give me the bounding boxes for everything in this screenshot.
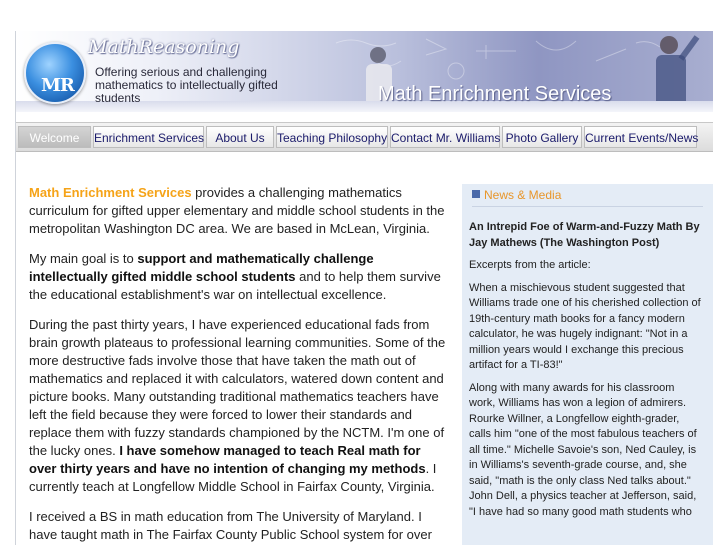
nav-teaching-philosophy[interactable]: Teaching Philosophy [276, 126, 388, 148]
excerpt-1: When a mischievous student suggested that Williams trade one of his cherished collection of 19th-century math books for a fancy modern calculator, he was hugely indignant: "Not in a million years would I exchange this precious artifact for a TI-83!" [469, 281, 701, 371]
nav-enrichment-services[interactable]: Enrichment Services [93, 126, 204, 148]
tagline: Offering serious and challenging mathematics to intellectually gifted students [95, 65, 278, 105]
main-nav [16, 122, 713, 152]
sidebar-body [469, 220, 701, 527]
excerpt-label: Excerpts from the article: [469, 259, 591, 271]
logo-icon[interactable] [24, 42, 86, 104]
excerpt-2: Along with many awards for his classroom work, Williams has won a legion of admirers. Rourke Willner, a Longfellow eighth-grader, calls him "one of the most fabulous teachers of all time." Michelle Savoie's son, Ned Cauley, is in Williams's seventh-grade course, and, she said, "math is the only class Ned talks about." John Dell, a physics teacher at Jefferson, said, "I have had so many good math students who [469, 381, 697, 518]
nav-welcome[interactable]: Welcome [18, 126, 91, 148]
site-header [16, 31, 713, 112]
nav-about-us[interactable]: About Us [206, 126, 274, 148]
article-title[interactable]: An Intrepid Foe of Warm-and-Fuzzy Math By Jay Mathews (The Washington Post) [469, 221, 700, 249]
goal-text-b: and to help them survive the educational establishment's war on intellectual excellence. [29, 269, 441, 302]
experience-text-a: During the past thirty years, I have experienced educational fads from brain growth plateaus to professional learning communities. Some of the more destructive fads involve those that have taken the math out of mathematics and replaced it with calculators, watered down content and picture books. Many outstanding traditional mathematics teachers have left the field because they were forced to lower their standards and replace them with fuzzy standards championed by the NCTM. I'm one of the lucky ones. [29, 317, 446, 458]
experience-bold: I have somehow managed to teach Real math for over thirty years and have no intention of changing my methods [29, 443, 426, 476]
news-sidebar [462, 184, 713, 545]
intro-highlight: Math Enrichment Services [29, 185, 192, 200]
main-content [29, 184, 449, 545]
goal-bold: support and mathematically challenge intellectually gifted middle school students [29, 251, 374, 284]
sidebar-divider [472, 206, 703, 207]
logo-text: MR [41, 75, 74, 96]
site-title: Math Enrichment Services [378, 83, 612, 105]
experience-text-b: . I currently teach at Longfellow Middle School in Fairfax County, Virginia. [29, 461, 437, 494]
intro-paragraph [29, 184, 449, 238]
intro-text: provides a challenging mathematics curriculum for gifted upper elementary and middle school students in the metropolitan Washington DC area. We are based in McLean, Virginia. [29, 185, 445, 236]
education-paragraph: I received a BS in math education from The University of Maryland. I have taught math in The Fairfax County Public School system for over [29, 509, 432, 542]
bullet-square-icon [472, 190, 480, 198]
nav-current-events[interactable]: Current Events/News [584, 126, 697, 148]
page [15, 31, 713, 545]
nav-photo-gallery[interactable]: Photo Gallery [502, 126, 582, 148]
sidebar-heading [472, 188, 561, 202]
sidebar-heading-text: News & Media [484, 188, 562, 202]
nav-contact[interactable]: Contact Mr. Williams [390, 126, 500, 148]
experience-paragraph [29, 316, 449, 496]
goal-paragraph [29, 250, 449, 304]
goal-text-a: My main goal is to [29, 251, 138, 266]
brand-name[interactable]: MathReasoning [88, 36, 240, 58]
